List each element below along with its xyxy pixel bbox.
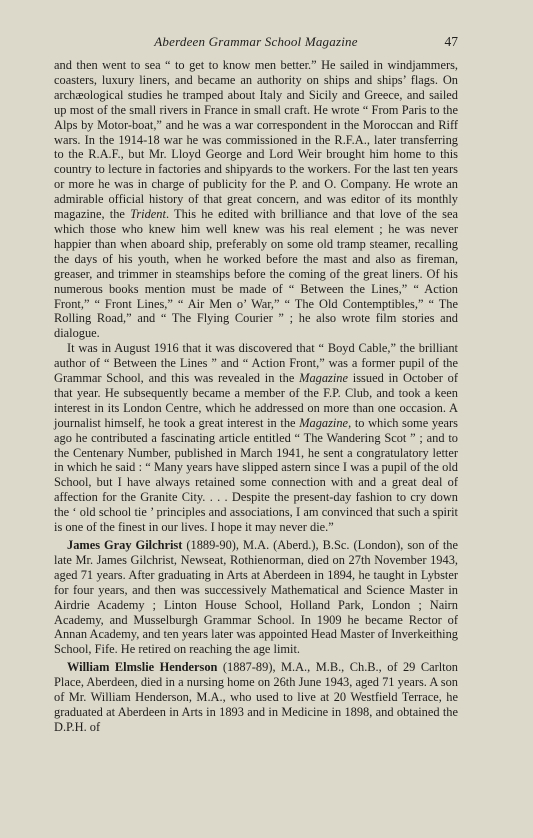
paragraph-boyd-cable-school: It was in August 1916 that it was discovered that “ Boyd Cable,” the brilliant author of “ Between the Lines ” and “ Action Front,” was a former pupil of the Grammar School, and this was revealed in the Magazine issued in October of that year. He subsequently became a member of the F.P. Club, and took a keen interest in its London Centre, which he addressed on more than one occasion. A journalist himself, he took a great interest in the Magazine, to which some years ago he contributed a fascinating article entitled “ The Wandering Scot ” ; and to the Centenary Number, published in March 1941, he sent a congratulatory letter in which he said : “ Many years have slipped astern since I was a pupil of the old School, but I have always retained some connection with and a great deal of affection for the Granite City. . . . Despite the present-day fashion to cry down the ‘ old school tie ’ principles and associations, I am convinced that such a spirit is one of the finest in our lives. I hope it may never die.” bbox=[54, 341, 459, 535]
obituary-text: (1887-89), M.A., M.B., Ch.B., of 29 Carlton Place, Aberdeen, died in a nursing home on 26th June 1943, aged 71 years. A son of Mr. William Henderson, M.A., who used to live at 20 Westfield Terrace, he graduated at Aberdeen in Arts in 1893 and in Medicine in 1898, and obtained the D.P.H. of bbox=[54, 660, 459, 734]
paragraph-boyd-cable-career: and then went to sea “ to get to know men better.” He sailed in windjammers, coasters, luxury liners, and became an authority on ships and ships’ flags. On archæological studies he tramped about Italy and Sicily and Greece, and sailed up most of the small rivers in France in small craft. He wrote “ From Paris to the Alps by Motor-boat,” and he was a war correspondent in the Moroccan and Riff wars. In the 1914-18 war he was commissioned in the R.F.A., later transferring to the R.A.F., but Mr. Lloyd George and Lord Weir brought him home to this country to lecture in factories and shipyards to the workers. For the last ten years or more he was in charge of publicity for the P. and O. Company. He wrote an admirable official history of that great concern, and was editor of its monthly magazine, the Trident. This he edited with brilliance and that love of the sea which those who knew him well knew was his real element ; he was never happier than when aboard ship, preferably on some old tramp steamer, recalling the days of his youth, when he worked before the mast and also as fireman, greaser, and trimmer in steamships before the coming of the great liners. Of his numerous books mention must be made of “ Between the Lines,” “ Action Front,” “ Front Lines,” “ Air Men o’ War,” “ The Old Contemptibles,” “ The Rolling Road,” and “ The Flying Courier ” ; he also wrote film stories and dialogue. bbox=[54, 58, 458, 341]
page-number: 47 bbox=[444, 34, 458, 49]
page-header bbox=[54, 34, 458, 52]
obituary-name: James Gray Gilchrist bbox=[67, 538, 183, 552]
article-body bbox=[54, 58, 458, 735]
obituary-gilchrist bbox=[54, 538, 458, 657]
obituary-name: William Elmslie Henderson bbox=[67, 660, 218, 675]
obituary-henderson bbox=[54, 660, 458, 735]
running-title: Aberdeen Grammar School Magazine bbox=[154, 34, 358, 49]
obituary-text: (1889-90), M.A. (Aberd.), B.Sc. (London), son of the late Mr. James Gilchrist, Newseat, Rothienorman, died on 27th November 1943, aged 71 years. After graduating in Arts at Aberdeen in 1894, he taught in Lybster for four years, and then was successively Mathematical and Science Master in Airdrie Academy ; Linton House School, Holland Park, London ; Nairn Academy, and Musselburgh Grammar School. In 1909 he became Rector of Annan Academy, and ten years later was appointed Head Master of Inverkeithing School, Fife. He retired on reaching the age limit. bbox=[54, 538, 459, 657]
